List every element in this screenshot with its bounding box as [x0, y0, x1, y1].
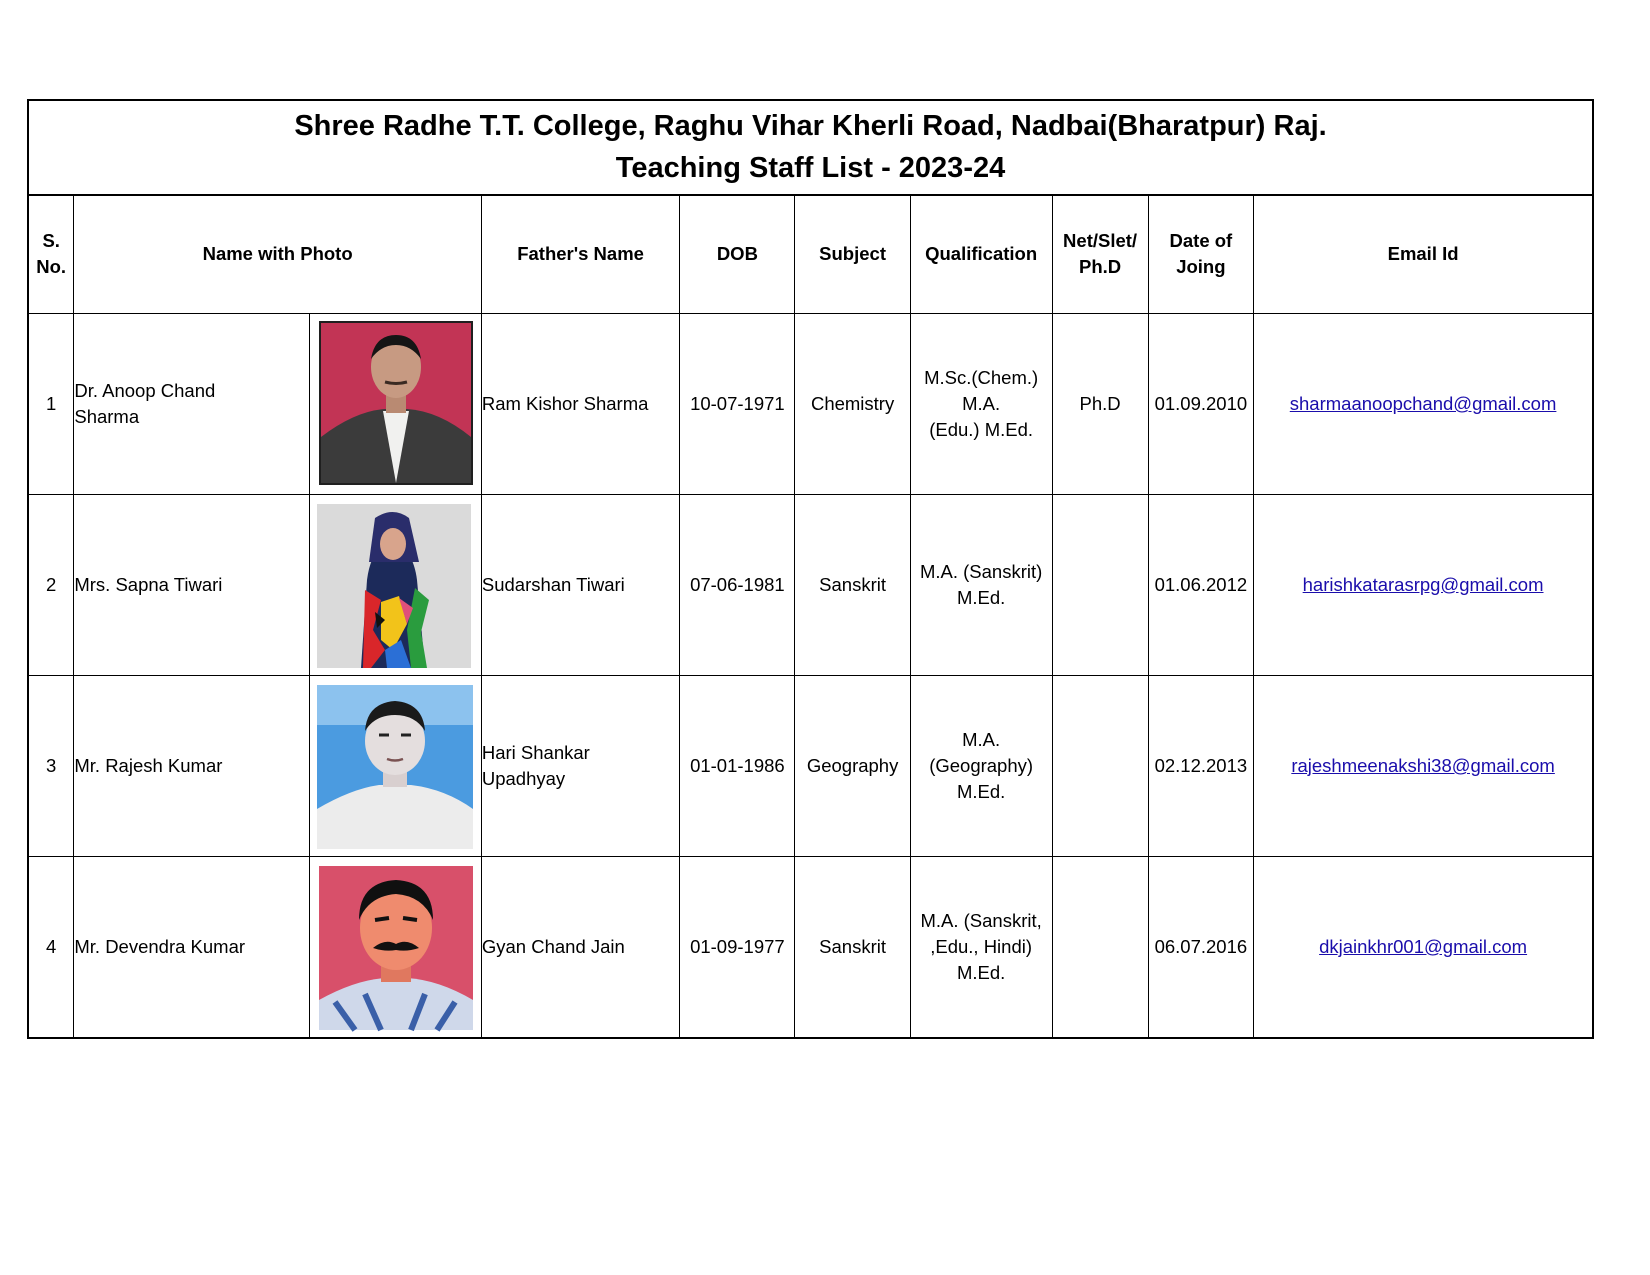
staff-photo	[315, 862, 475, 1032]
cell-name: Mr. Rajesh Kumar	[74, 676, 310, 857]
cell-doj: 01.09.2010	[1148, 314, 1254, 495]
table-header-row	[28, 195, 1593, 314]
cell-email	[1254, 857, 1593, 1039]
cell-sno: 4	[28, 857, 74, 1039]
table-row	[28, 676, 1593, 857]
cell-doj: 06.07.2016	[1148, 857, 1254, 1039]
email-link[interactable]: harishkatarasrpg@gmail.com	[1302, 574, 1544, 595]
email-link[interactable]: rajeshmeenakshi38@gmail.com	[1291, 755, 1555, 776]
cell-net	[1052, 676, 1148, 857]
cell-father: Ram Kishor Sharma	[481, 314, 679, 495]
cell-name: Mr. Devendra Kumar	[74, 857, 310, 1039]
header-subject: Subject	[795, 195, 910, 314]
cell-qualification: M.A. (Sanskrit, ,Edu., Hindi) M.Ed.	[910, 857, 1052, 1039]
header-dob: DOB	[680, 195, 795, 314]
cell-email	[1254, 495, 1593, 676]
header-qualification: Qualification	[910, 195, 1052, 314]
cell-name: Dr. Anoop Chand Sharma	[74, 314, 310, 495]
cell-subject: Sanskrit	[795, 857, 910, 1039]
cell-dob: 07-06-1981	[680, 495, 795, 676]
cell-net: Ph.D	[1052, 314, 1148, 495]
table-row	[28, 314, 1593, 495]
cell-doj: 01.06.2012	[1148, 495, 1254, 676]
staff-photo	[315, 319, 475, 489]
staff-photo	[315, 681, 475, 851]
cell-photo	[310, 676, 482, 857]
cell-email	[1254, 314, 1593, 495]
email-link[interactable]: dkjainkhr001@gmail.com	[1319, 936, 1528, 957]
list-title: Teaching Staff List - 2023-24	[615, 152, 1006, 184]
header-net-slet-phd: Net/Slet/ Ph.D	[1052, 195, 1148, 314]
cell-dob: 10-07-1971	[680, 314, 795, 495]
cell-doj: 02.12.2013	[1148, 676, 1254, 857]
cell-dob: 01-09-1977	[680, 857, 795, 1039]
cell-email	[1254, 676, 1593, 857]
header-sno: S. No.	[28, 195, 74, 314]
header-date-of-joining: Date of Joing	[1148, 195, 1254, 314]
cell-qualification: M.A. (Sanskrit) M.Ed.	[910, 495, 1052, 676]
cell-subject: Sanskrit	[795, 495, 910, 676]
table-row	[28, 495, 1593, 676]
cell-subject: Chemistry	[795, 314, 910, 495]
cell-dob: 01-01-1986	[680, 676, 795, 857]
cell-subject: Geography	[795, 676, 910, 857]
cell-qualification: M.Sc.(Chem.) M.A. (Edu.) M.Ed.	[910, 314, 1052, 495]
cell-sno: 2	[28, 495, 74, 676]
cell-qualification: M.A. (Geography) M.Ed.	[910, 676, 1052, 857]
college-title: Shree Radhe T.T. College, Raghu Vihar Kherli Road, Nadbai(Bharatpur) Raj.	[294, 110, 1327, 142]
cell-father: Hari Shankar Upadhyay	[481, 676, 679, 857]
staff-list-sheet	[27, 99, 1594, 1041]
cell-name: Mrs. Sapna Tiwari	[74, 495, 310, 676]
cell-sno: 3	[28, 676, 74, 857]
cell-photo	[310, 495, 482, 676]
cell-father: Gyan Chand Jain	[481, 857, 679, 1039]
header-email: Email Id	[1254, 195, 1593, 314]
staff-table	[27, 194, 1594, 1039]
cell-photo	[310, 857, 482, 1039]
email-link[interactable]: sharmaanoopchand@gmail.com	[1289, 393, 1557, 414]
table-row	[28, 857, 1593, 1039]
title-block	[27, 99, 1594, 196]
cell-net	[1052, 495, 1148, 676]
header-name-photo: Name with Photo	[74, 195, 482, 314]
cell-net	[1052, 857, 1148, 1039]
cell-sno: 1	[28, 314, 74, 495]
cell-photo	[310, 314, 482, 495]
header-father: Father's Name	[481, 195, 679, 314]
staff-photo	[315, 500, 475, 670]
cell-father: Sudarshan Tiwari	[481, 495, 679, 676]
